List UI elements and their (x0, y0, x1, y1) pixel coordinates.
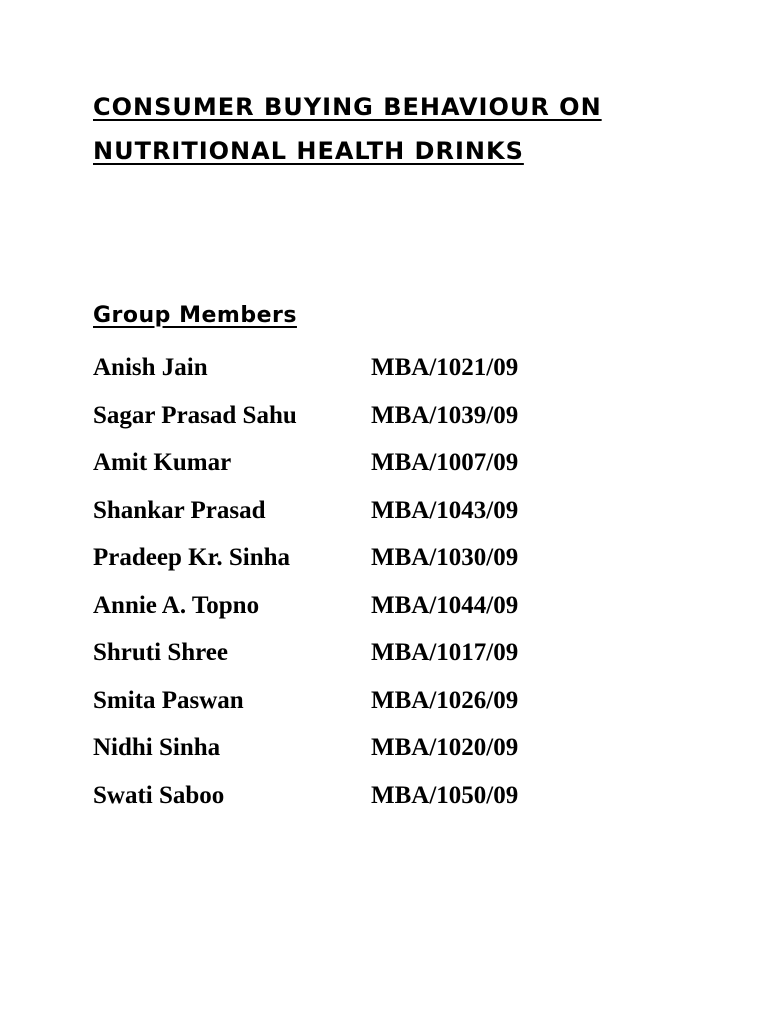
member-row (93, 544, 518, 592)
member-row (93, 402, 518, 450)
member-roll-number: MBA/1007/09 (371, 449, 519, 476)
group-members-heading: Group Members (93, 303, 297, 328)
member-row (93, 734, 518, 782)
member-row (93, 782, 518, 830)
member-name: Pradeep Kr. Sinha (93, 544, 291, 571)
member-roll-number: MBA/1039/09 (371, 401, 519, 429)
member-roll-number: MBA/1021/09 (371, 354, 519, 381)
member-name: Shankar Prasad (93, 496, 266, 524)
document-title-line-2: NUTRITIONAL HEALTH DRINKS (93, 137, 524, 165)
group-members-list (93, 354, 518, 829)
member-name: Nidhi Sinha (93, 734, 221, 761)
member-name: Sagar Prasad Sahu (93, 401, 297, 429)
member-row (93, 449, 518, 497)
member-name: Swati Saboo (93, 781, 225, 809)
member-row (93, 687, 518, 735)
member-row (93, 639, 518, 687)
member-name: Shruti Shree (93, 639, 228, 666)
member-row (93, 354, 518, 402)
member-name: Anish Jain (93, 354, 208, 381)
member-name: Amit Kumar (93, 449, 232, 476)
member-roll-number: MBA/1050/09 (371, 781, 519, 809)
member-name: Annie A. Topno (93, 591, 260, 619)
member-roll-number: MBA/1017/09 (371, 639, 519, 666)
member-row (93, 592, 518, 640)
member-roll-number: MBA/1044/09 (371, 591, 519, 619)
member-row (93, 497, 518, 545)
document-title-line-1: CONSUMER BUYING BEHAVIOUR ON (93, 93, 602, 121)
member-roll-number: MBA/1026/09 (371, 686, 519, 714)
member-name: Smita Paswan (93, 686, 244, 714)
member-roll-number: MBA/1030/09 (371, 544, 519, 571)
member-roll-number: MBA/1020/09 (371, 734, 519, 761)
member-roll-number: MBA/1043/09 (371, 496, 519, 524)
